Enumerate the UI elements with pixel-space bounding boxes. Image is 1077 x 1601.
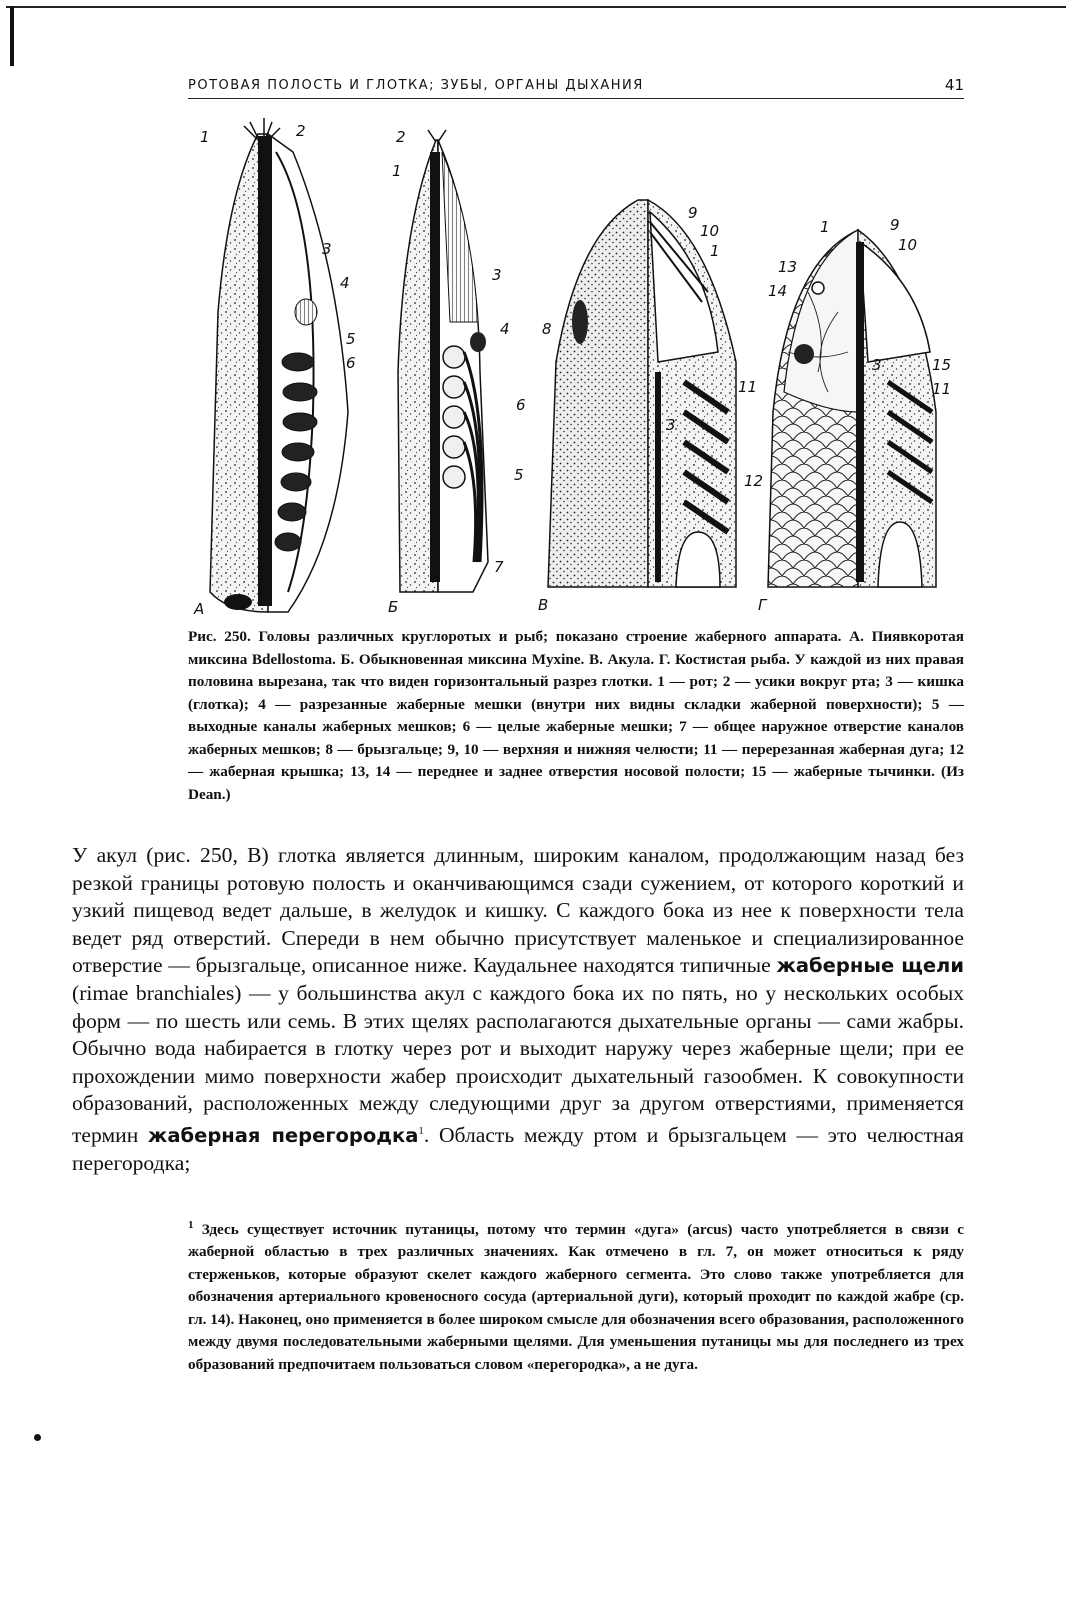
label-v-11: 11 [738,378,758,396]
footnote-reference[interactable]: 1 [418,1124,424,1137]
label-v-10: 10 [700,222,720,240]
label-a-5: 5 [346,330,356,348]
label-b-7: 7 [494,558,504,576]
binding-edge-mark [10,6,14,66]
label-g-12: 12 [744,472,764,490]
label-g-1: 1 [820,218,830,236]
label-g-10: 10 [898,236,918,254]
label-v-9: 9 [688,204,698,222]
panel-letter-b: Б [388,598,399,616]
page-number: 41 [944,76,964,94]
label-a-3: 3 [322,240,332,258]
figure-250 [188,112,968,620]
label-b-2: 2 [396,128,406,146]
page-header [188,76,964,98]
footnote-mark: 1 [188,1219,194,1231]
body-text-part-2: (rimae branchiales) — у большинства акул с каждого бока их по пять, но у нескольких особых форм — по шесть или семь. В этих щелях располагаются дыхательные органы — сами жабры. Обычно вода набирается в глотку через рот и выходит наружу через жаберные щели; при ее прохождении мимо поверхности жабер происходит дыхательный газообмен. К совокупности образований, расположенных между следующими друг за другом отверстиями, применяется термин [72,980,964,1148]
label-a-4: 4 [340,274,350,292]
label-a-6: 6 [346,354,356,372]
body-text-part-3: . Область между ртом и брызгальцем — это челюстная перегородка; [72,1123,964,1175]
label-v-1: 1 [710,242,720,260]
panel-b-drawing [398,130,488,592]
panel-letter-a: А [194,600,205,618]
figure-illustration [188,112,968,620]
label-a-2: 2 [296,122,306,140]
panel-a-drawing [210,118,348,612]
label-b-1: 1 [392,162,402,180]
label-v-8: 8 [542,320,552,338]
label-v-3: 3 [666,416,676,434]
panel-letter-g: Г [758,596,767,614]
label-a-1: 1 [200,128,210,146]
footnote [188,1214,964,1376]
label-g-11: 11 [932,380,952,398]
label-g-14: 14 [768,282,788,300]
label-b-4: 4 [500,320,510,338]
label-g-15: 15 [932,356,952,374]
label-g-13: 13 [778,258,798,276]
panel-v-drawing [548,200,736,587]
label-g-3: 3 [872,356,882,374]
panel-g-drawing [768,230,936,587]
label-b-6: 6 [516,396,526,414]
body-paragraph [72,842,964,1177]
panel-letter-v: В [538,596,549,614]
term-gill-slits: жаберные щели [776,954,965,978]
term-gill-septum: жаберная перегородка [147,1124,419,1148]
margin-dot [34,1434,41,1441]
footnote-text: Здесь существует источник путаницы, потому что термин «дуга» (arcus) часто употребляется в связи с жаберной областью в трех различных значениях. Как отмечено в гл. 7, он может относиться к ряду стерженьков, которые образуют скелет каждого жаберного сегмента. Это слово также употребляется для обозначения артериального кровеносного сосуда (артериальной дуги), который проходит по каждой жабре (ср. гл. 14). Наконец, оно применяется в более широком смысле для обозначения всего образования, расположенного между двумя последовательными жаберными щелями. Для уменьшения путаницы мы для последнего из трех образований предпочитаем пользоваться словом «перегородка», а не дуга. [188,1221,965,1373]
header-rule [188,98,964,99]
figure-caption: Рис. 250. Головы различных круглоротых и рыб; показано строение жаберного аппарата. А. Пиявкоротая миксина Bdellostoma. Б. Обыкновенная миксина Myxine. В. Акула. Г. Костистая рыба. У каждой из них правая половина вырезана, так что виден горизонтальный разрез глотки. 1 — рот; 2 — усики вокруг рта; 3 — кишка (глотка); 4 — разрезанные жаберные мешки (внутри них видны складки жаберной поверхности); 5 — выходные каналы жаберных мешков; 6 — целые жаберные мешки; 7 — общее наружное отверстие каналов жаберных мешков; 8 — брызгальце; 9, 10 — верхняя и нижняя челюсти; 11 — перерезанная жаберная дуга; 12 — жаберная крышка; 13, 14 — переднее и заднее отверстия носовой полости; 15 — жаберные тычинки. (Из Dean.) [188,628,964,803]
page-top-edge [6,6,1066,8]
label-b-3: 3 [492,266,502,284]
body-text-part-1: У акул (рис. 250, В) глотка является длинным, широким каналом, продолжающим назад без резкой границы ротовую полость и оканчивающимся сзади сужением, от которого короткий и узкий пищевод ведет дальше, в желудок и кишку. С каждого бока из нее к поверхности тела ведет ряд отверстий. Спереди в нем обычно присутствует маленькое и специализированное отверстие — брызгальце, описанное ниже. Каудальнее находятся типичные [72,843,964,978]
running-title: РОТОВАЯ ПОЛОСТЬ И ГЛОТКА; ЗУБЫ, ОРГАНЫ ДЫХАНИЯ [188,78,644,93]
label-b-5: 5 [514,466,524,484]
label-g-9: 9 [890,216,900,234]
